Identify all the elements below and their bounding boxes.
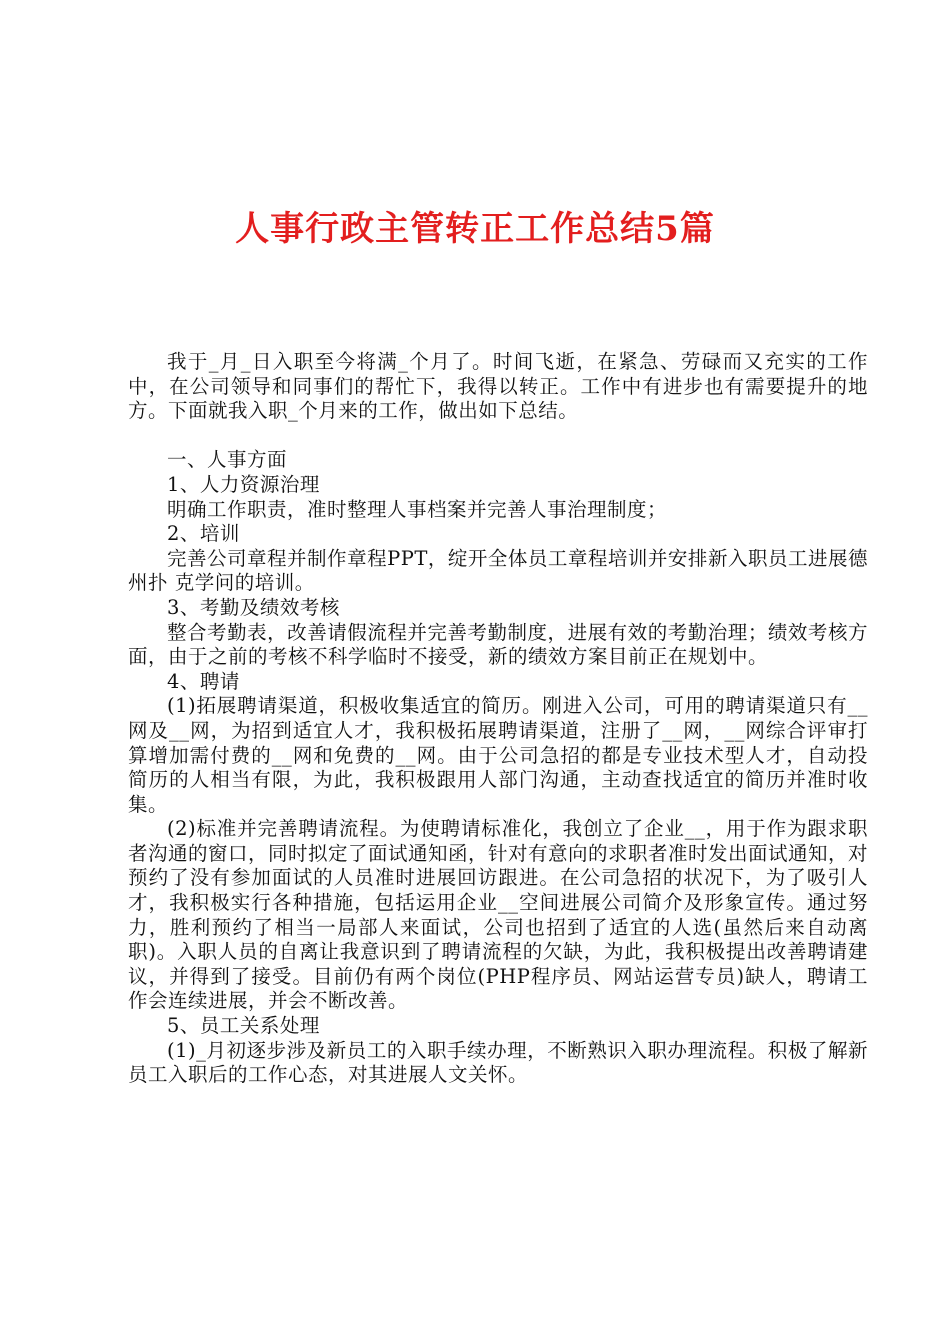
subheading-training: 2、培训 [167, 522, 240, 546]
intro-paragraph: 我于_月_日入职至今将满_个月了。时间飞逝，在紧急、劳碌而又充实的工作中，在公司领导和同事们的帮忙下，我得以转正。工作中有进步也有需要提升的地方。下面就我入职_个月来的工作，做出如下总结。 [128, 350, 868, 423]
paragraph-recruitment-2: (2)标准并完善聘请流程。为使聘请标准化，我创立了企业__，用于作为跟求职者沟通的窗口，同时拟定了面试通知函，针对有意向的求职者准时发出面试通知，对预约了没有参加面试的人员准时进展回访跟进。在公司急招的状况下，为了吸引人才，我积极实行各种措施，包括运用企业__空间进展公司简介及形象宣传。通过努力，胜利预约了相当一局部人来面试，公司也招到了适宜的人选(虽然后来自动离职)。入职人员的自离让我意识到了聘请流程的欠缺，为此，我积极提出改善聘请建议，并得到了接受。目前仍有两个岗位(PHP程序员、网站运营专员)缺人，聘请工作会连续进展，并会不断改善。 [128, 817, 869, 1013]
paragraph-employee-relations-1: (1)_月初逐步涉及新员工的入职手续办理，不断熟识入职办理流程。积极了解新员工入职后的工作心态，对其进展人文关怀。 [128, 1038, 868, 1087]
paragraph-recruitment-1: (1)拓展聘请渠道，积极收集适宜的简历。刚进入公司，可用的聘请渠道只有__网及__网，为招到适宜人才，我积极拓展聘请渠道，注册了__网，__网综合评审打算增加需付费的__网和免费的__网。由于公司急招的都是专业技术型人才，自动投简历的人相当有限，为此，我积极跟用人部门沟通，主动查找适宜的简历并准时收集。 [128, 694, 868, 816]
section-heading-hr: 一、人事方面 [167, 448, 288, 472]
subheading-recruitment: 4、聘请 [167, 669, 240, 693]
paragraph-hr-management: 明确工作职责，准时整理人事档案并完善人事治理制度； [167, 497, 668, 521]
document-title: 人事行政主管转正工作总结5篇 [235, 209, 715, 249]
document-body [128, 350, 868, 1088]
subheading-employee-relations: 5、员工关系处理 [167, 1014, 320, 1038]
paragraph-attendance: 整合考勤表，改善请假流程并完善考勤制度，进展有效的考勤治理；绩效考核方面，由于之前的考核不科学临时不接受，新的绩效方案目前正在规划中。 [128, 620, 868, 669]
subheading-hr-management: 1、人力资源治理 [167, 472, 320, 496]
paragraph-training: 完善公司章程并制作章程PPT，绽开全体员工章程培训并安排新入职员工进展德州扑 克学问的培训。 [128, 546, 868, 595]
paragraph-gap [128, 424, 868, 449]
subheading-attendance: 3、考勤及绩效考核 [167, 595, 340, 619]
